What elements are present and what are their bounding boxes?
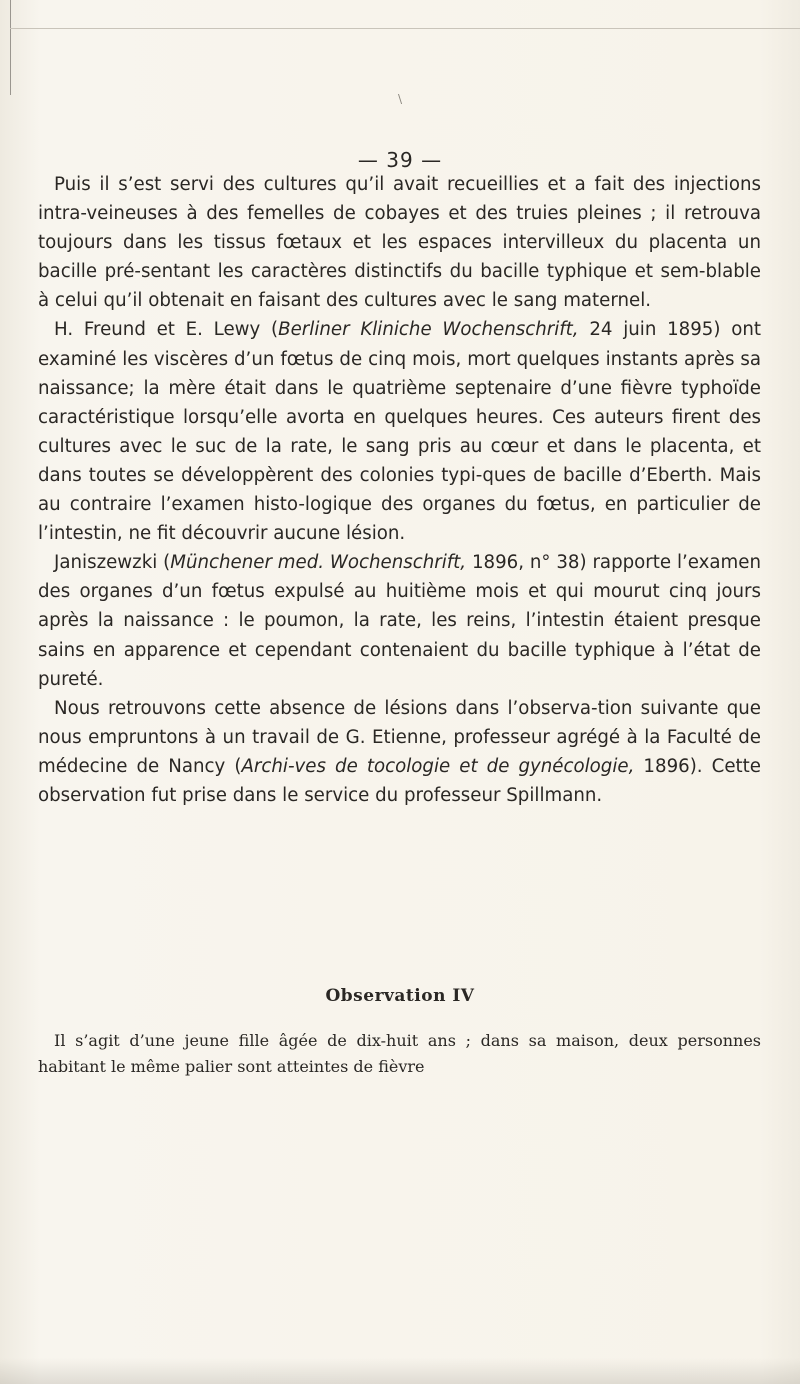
- page-bottom-shadow: [0, 1358, 800, 1384]
- journal-title-archives: Archi-ves de tocologie et de gynécologie,: [241, 755, 635, 777]
- paragraph-1: Puis il s’est servi des cultures qu’il avait recueillies et a fait des injections intra-veineuses à des femelles de cobayes et des truies pleines ; il retrouva toujours dans les tissus fœtaux et les espaces intervilleux du placenta un bacille pré-sentant les caractères distinctifs du bacille typhique et sem-blable à celui qu’il obtenait en faisant des cultures avec le sang maternel.: [38, 174, 761, 312]
- journal-title-munchener: Münchener med. Wochenschrift,: [170, 552, 467, 574]
- observation-paragraph: Il s’agit d’une jeune fille âgée de dix-huit ans ; dans sa maison, deux personnes habitant le même palier sont atteintes de fièvre: [38, 1031, 761, 1076]
- paragraph-2-end: 24 juin 1895) ont examiné les viscères d’un fœtus de cinq mois, mort quelques instants après sa naissance; la mère était dans le quatrième septenaire d’une fièvre typhoïde caractéristique lorsqu’elle avorta en quelques heures. Ces auteurs firent des cultures avec le suc de la rate, le sang pris au cœur et dans le placenta, et dans toutes se développèrent des colonies typi-ques de bacille d’Eberth. Mais au contraire l’examen histo-logique des organes du fœtus, en particulier de l’intestin, ne fit découvrir aucune lésion.: [38, 319, 761, 545]
- journal-title-berliner: Berliner Kliniche Wochenschrift,: [278, 319, 579, 341]
- observation-title: Observation IV: [325, 986, 475, 1006]
- paragraph-4-end: 1896). Cette observation fut prise dans le service du professeur Spillmann.: [38, 755, 761, 806]
- paragraph-3-end: 1896, n° 38) rapporte l’examen des organes d’un fœtus expulsé au huitième mois et qui mourut cinq jours après la naissance : le poumon, la rate, les reins, l’intestin étaient presque sains en apparence et cependant contenaient du bacille typhique à l’état de pureté.: [38, 552, 761, 690]
- page-edge-line: [10, 0, 11, 95]
- paragraph-3: [38, 548, 761, 693]
- paragraph-2-start: H. Freund et E. Lewy (: [54, 319, 279, 341]
- paragraph-3-start: Janiszewzki (: [54, 552, 171, 574]
- paragraph-2: [38, 315, 761, 548]
- paragraph-4-start: Nous retrouvons cette absence de lésions dans l’observa-tion suivante que nous empruntons à un travail de G. Etienne, professeur agrégé à la Faculté de médecine de Nancy (: [38, 697, 761, 777]
- observation-text: [38, 1028, 761, 1080]
- body-text: [38, 170, 761, 810]
- page-number: — 39 —: [357, 148, 443, 172]
- stray-mark: \: [398, 92, 403, 106]
- page-top-line: [10, 28, 800, 29]
- paragraph-4: [38, 694, 761, 810]
